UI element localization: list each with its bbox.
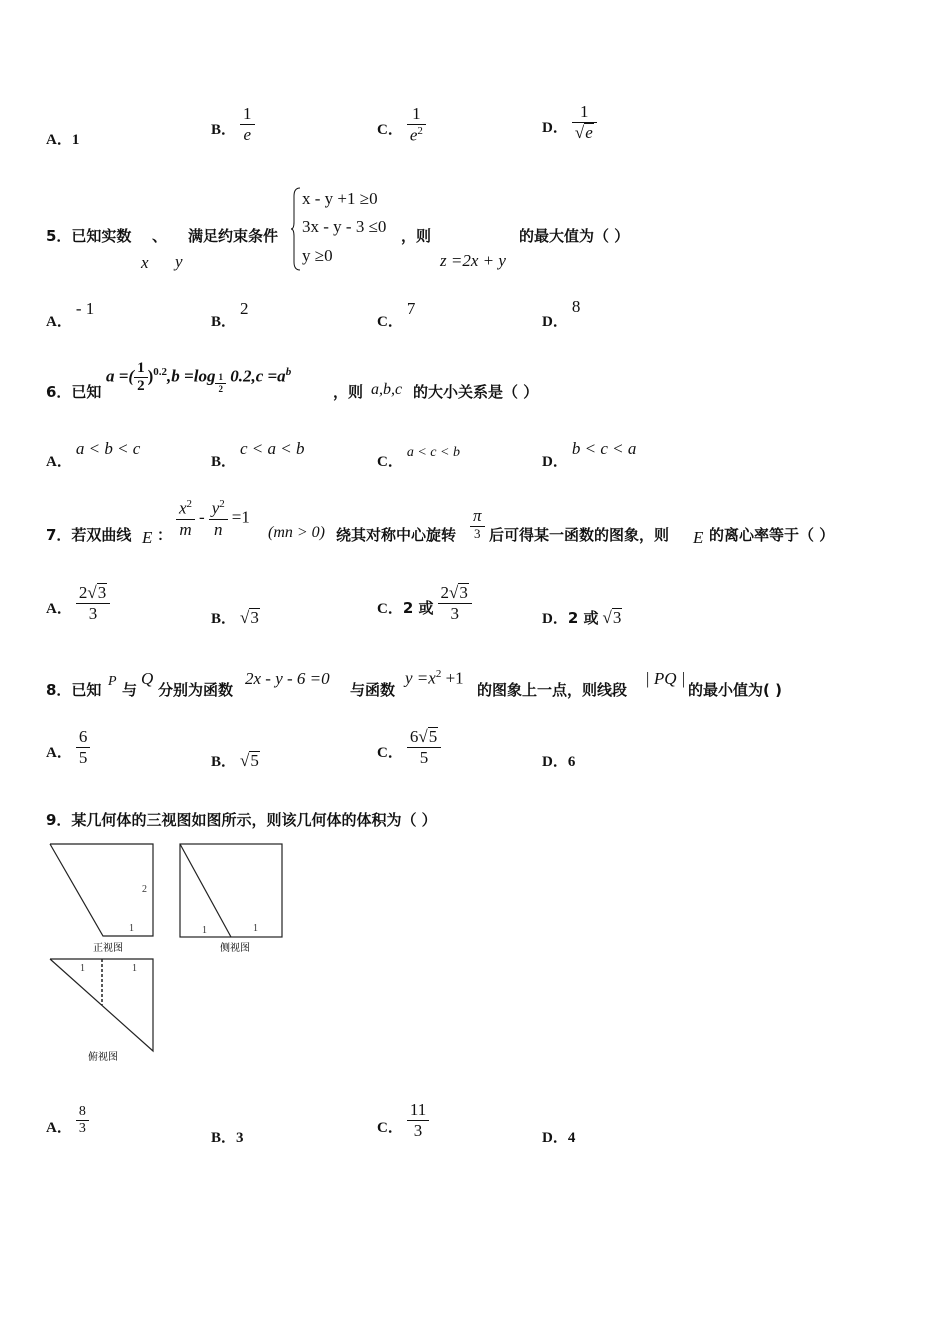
q5-option-c[interactable]: C． 7 [377,299,416,330]
q5-option-b[interactable]: B． 2 [211,299,249,330]
q5-stem-end: 的最大值为（ ） [519,227,630,245]
q5-constraint-3: y ≥0 [302,246,333,265]
q7-condition: (mn > 0) [268,524,326,541]
q9-option-b[interactable]: B．3 [211,1130,244,1146]
q6-option-b[interactable]: B． c < a < b [211,439,305,470]
q7-angle: π 3 [470,506,485,541]
q7-option-a[interactable]: A． $\frac{2√3}{3}$ [46,583,110,623]
q8-option-b[interactable]: B． √5 [211,751,259,770]
front-dim-bottom: 1 [129,923,134,934]
q8-option-d[interactable]: D．6 [542,754,576,770]
side-dim-left: 1 [202,925,207,936]
front-view [50,844,153,936]
q5-stem-start: 5．已知实数 [46,227,132,245]
fraction: $\frac{1}{e}$ [240,104,255,144]
q6-stem-start: 6．已知 [46,383,102,401]
q5-comma: ，则 [401,227,432,245]
q8-stem-end: 的最小值为( ) [688,681,782,699]
q5-objective: z =2x + y [440,251,506,270]
q5-option-a[interactable]: A． - 1 [46,299,95,330]
q4-option-b[interactable] [211,104,255,144]
option-value: 1 [71,132,80,148]
q7-curve: E [142,528,153,547]
q5-constraint-1: x - y +1 ≥0 [302,189,378,208]
q5-option-d[interactable]: D． 8 [542,297,581,330]
radicand: e [585,122,593,142]
q8-stem-start: 8．已知 [46,681,102,699]
q8-p: P [108,674,117,689]
top-view [50,959,153,1051]
q6-formula: a =( $\frac{1}{2}$ )$^{0.2}$,b =log $_{\frac{1}{2}}$ $0.2,c =a^b$ [106,360,292,395]
q7-option-b[interactable]: B． √3 [211,608,259,627]
q4-option-d[interactable] [542,102,597,142]
option-label: B． [211,121,237,138]
q8-q: Q [141,669,154,688]
q7-stem-mid: 绕其对称中心旋转 [336,526,457,544]
front-caption: 正视图 [93,943,123,954]
q6-option-a[interactable]: A． a < b < c [46,439,141,470]
q7-curve-ref: E [693,528,704,547]
q8-stem-mid: 分别为函数 [158,681,234,699]
q9-three-views-figure [46,840,296,1070]
q5-constraint-2: 3x - y - 3 ≤0 [302,217,387,236]
option-label: A． [46,132,72,148]
q5-brace [290,186,302,272]
q9-option-d[interactable]: D．4 [542,1130,576,1146]
top-caption: 俯视图 [88,1052,118,1063]
q8-with-fn: 与函数 [350,681,396,699]
q6-stem-end: 的大小关系是（ ） [413,383,539,401]
q7-option-c[interactable]: C．2 或 $\frac{2√3}{3}$ [377,583,472,623]
q5-sep: 、 [152,227,168,245]
q7-stem-mid2: 后可得某一函数的图象，则 [489,526,670,544]
q4-option-a[interactable] [46,128,79,149]
q6-stem-mid: ，则 [333,383,364,401]
top-dim-right: 1 [132,963,137,974]
q7-stem-end: 的离心率等于（ ） [709,526,835,544]
front-dim-right: 2 [142,884,147,895]
side-caption: 侧视图 [220,943,250,954]
q9-stem: 9．某几何体的三视图如图所示，则该几何体的体积为（ ） [46,811,437,829]
q8-option-c[interactable]: C． $\frac{6√5}{5}$ [377,727,441,767]
option-label: D． [542,119,568,136]
q8-segment: | PQ | [645,669,686,688]
q6-option-d[interactable]: D． b < c < a [542,439,637,470]
q8-line: 2x - y - 6 =0 [245,669,330,688]
q5-stem-mid: 满足约束条件 [188,227,279,245]
q8-and: 与 [122,681,138,699]
fraction: $\frac{1}{√e}$ [572,102,597,142]
top-dim-left: 1 [80,963,85,974]
q8-option-a[interactable]: A． $\frac{6}{5}$ [46,727,90,767]
q5-var-y: y [175,252,183,271]
q7-stem-start: 7．若双曲线 [46,526,132,544]
fraction: $\frac{1}{e^2}$ [407,104,426,145]
q6-vars: a,b,c [371,381,403,398]
q6-option-c[interactable]: C． a < c < b [377,445,460,470]
q8-stem-mid2: 的图象上一点，则线段 [477,681,628,699]
side-view [180,844,282,937]
q4-option-c[interactable] [377,104,426,145]
q7-option-d[interactable]: D．2 或 √3 [542,608,622,627]
side-dim-right: 1 [253,923,258,934]
q9-option-c[interactable]: C． $\frac{11}{3}$ [377,1100,429,1140]
q5-var-x: x [141,253,149,272]
option-label: C． [377,122,403,139]
q7-colon: ： [157,526,173,544]
q7-equation: $\frac{x^2}{m}$ - $\frac{y^2}{n}$ =1 [176,498,250,539]
q9-option-a[interactable]: A． $\frac{8}{3}$ [46,1104,89,1137]
q8-parabola: $y =x^2 +1$ [405,668,464,688]
